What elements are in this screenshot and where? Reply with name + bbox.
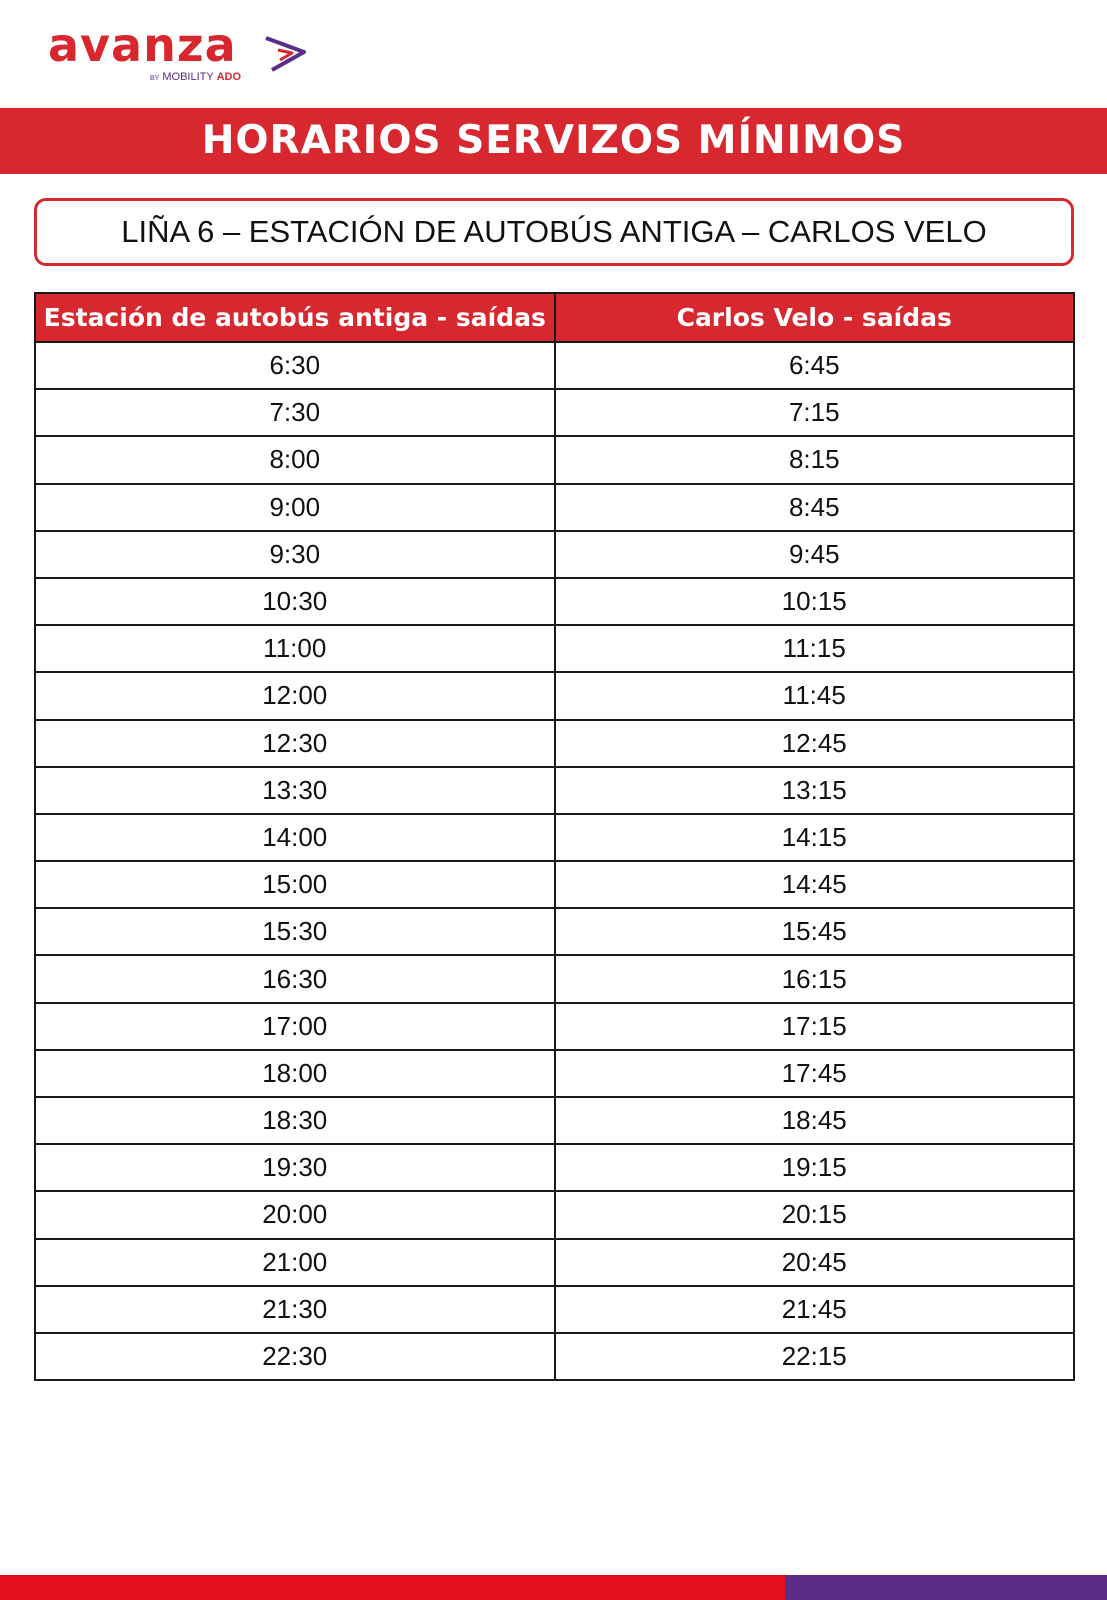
departure-time-destination: 18:45 bbox=[555, 1097, 1075, 1144]
table-row bbox=[35, 1191, 1074, 1238]
table-row bbox=[35, 672, 1074, 719]
departure-time-origin: 12:30 bbox=[35, 720, 555, 767]
departure-time-origin: 18:30 bbox=[35, 1097, 555, 1144]
table-row bbox=[35, 625, 1074, 672]
departure-time-destination: 10:15 bbox=[555, 578, 1075, 625]
table-row bbox=[35, 1097, 1074, 1144]
departure-time-origin: 9:00 bbox=[35, 484, 555, 531]
table-header-row bbox=[35, 293, 1074, 342]
table-row bbox=[35, 342, 1074, 389]
table-row bbox=[35, 389, 1074, 436]
table-row bbox=[35, 767, 1074, 814]
departure-time-destination: 13:15 bbox=[555, 767, 1075, 814]
departure-time-origin: 21:30 bbox=[35, 1286, 555, 1333]
departure-time-origin: 15:30 bbox=[35, 908, 555, 955]
departure-time-destination: 9:45 bbox=[555, 531, 1075, 578]
departure-time-destination: 14:15 bbox=[555, 814, 1075, 861]
footer-bar-purple bbox=[785, 1575, 1107, 1600]
departure-time-destination: 14:45 bbox=[555, 861, 1075, 908]
table-row bbox=[35, 531, 1074, 578]
departure-time-destination: 20:15 bbox=[555, 1191, 1075, 1238]
departure-time-destination: 21:45 bbox=[555, 1286, 1075, 1333]
table-row bbox=[35, 955, 1074, 1002]
table-row bbox=[35, 908, 1074, 955]
logo-subtitle: BY MOBILITY ADO bbox=[150, 71, 242, 83]
departure-time-destination: 8:15 bbox=[555, 436, 1075, 483]
column-header-origin: Estación de autobús antiga - saídas bbox=[35, 293, 555, 342]
table-row bbox=[35, 1333, 1074, 1380]
departure-time-destination: 17:15 bbox=[555, 1003, 1075, 1050]
logo-chevron-icon bbox=[264, 34, 312, 74]
table-row bbox=[35, 1050, 1074, 1097]
table-row bbox=[35, 484, 1074, 531]
departure-time-destination: 12:45 bbox=[555, 720, 1075, 767]
departure-time-origin: 18:00 bbox=[35, 1050, 555, 1097]
departure-time-destination: 7:15 bbox=[555, 389, 1075, 436]
departure-time-origin: 15:00 bbox=[35, 861, 555, 908]
departure-time-destination: 11:15 bbox=[555, 625, 1075, 672]
departure-time-origin: 7:30 bbox=[35, 389, 555, 436]
footer-bar-red bbox=[0, 1575, 785, 1600]
departure-time-destination: 11:45 bbox=[555, 672, 1075, 719]
column-header-destination: Carlos Velo - saídas bbox=[555, 293, 1075, 342]
departure-time-origin: 21:00 bbox=[35, 1239, 555, 1286]
departure-time-destination: 22:15 bbox=[555, 1333, 1075, 1380]
table-row bbox=[35, 720, 1074, 767]
departure-time-destination: 16:15 bbox=[555, 955, 1075, 1002]
departure-time-origin: 11:00 bbox=[35, 625, 555, 672]
departure-time-origin: 12:00 bbox=[35, 672, 555, 719]
table-row bbox=[35, 1286, 1074, 1333]
route-title: LIÑA 6 – ESTACIÓN DE AUTOBÚS ANTIGA – CARLOS VELO bbox=[34, 198, 1074, 266]
departure-time-destination: 20:45 bbox=[555, 1239, 1075, 1286]
departure-time-origin: 14:00 bbox=[35, 814, 555, 861]
brand-logo bbox=[48, 18, 328, 88]
departure-time-destination: 15:45 bbox=[555, 908, 1075, 955]
departure-time-origin: 22:30 bbox=[35, 1333, 555, 1380]
departure-time-destination: 19:15 bbox=[555, 1144, 1075, 1191]
table-row bbox=[35, 1003, 1074, 1050]
table-row bbox=[35, 1144, 1074, 1191]
table-row bbox=[35, 861, 1074, 908]
departure-time-origin: 9:30 bbox=[35, 531, 555, 578]
departure-time-destination: 6:45 bbox=[555, 342, 1075, 389]
departure-time-origin: 19:30 bbox=[35, 1144, 555, 1191]
departure-time-origin: 6:30 bbox=[35, 342, 555, 389]
departure-time-origin: 16:30 bbox=[35, 955, 555, 1002]
departure-time-origin: 8:00 bbox=[35, 436, 555, 483]
table-row bbox=[35, 436, 1074, 483]
departure-time-origin: 13:30 bbox=[35, 767, 555, 814]
logo-wordmark: avanza bbox=[48, 18, 237, 72]
departure-time-destination: 8:45 bbox=[555, 484, 1075, 531]
table-row bbox=[35, 1239, 1074, 1286]
departure-time-origin: 17:00 bbox=[35, 1003, 555, 1050]
table-row bbox=[35, 814, 1074, 861]
departure-time-destination: 17:45 bbox=[555, 1050, 1075, 1097]
page-title-banner: HORARIOS SERVIZOS MÍNIMOS bbox=[0, 108, 1107, 174]
schedule-table bbox=[34, 292, 1075, 1381]
departure-time-origin: 10:30 bbox=[35, 578, 555, 625]
table-row bbox=[35, 578, 1074, 625]
departure-time-origin: 20:00 bbox=[35, 1191, 555, 1238]
